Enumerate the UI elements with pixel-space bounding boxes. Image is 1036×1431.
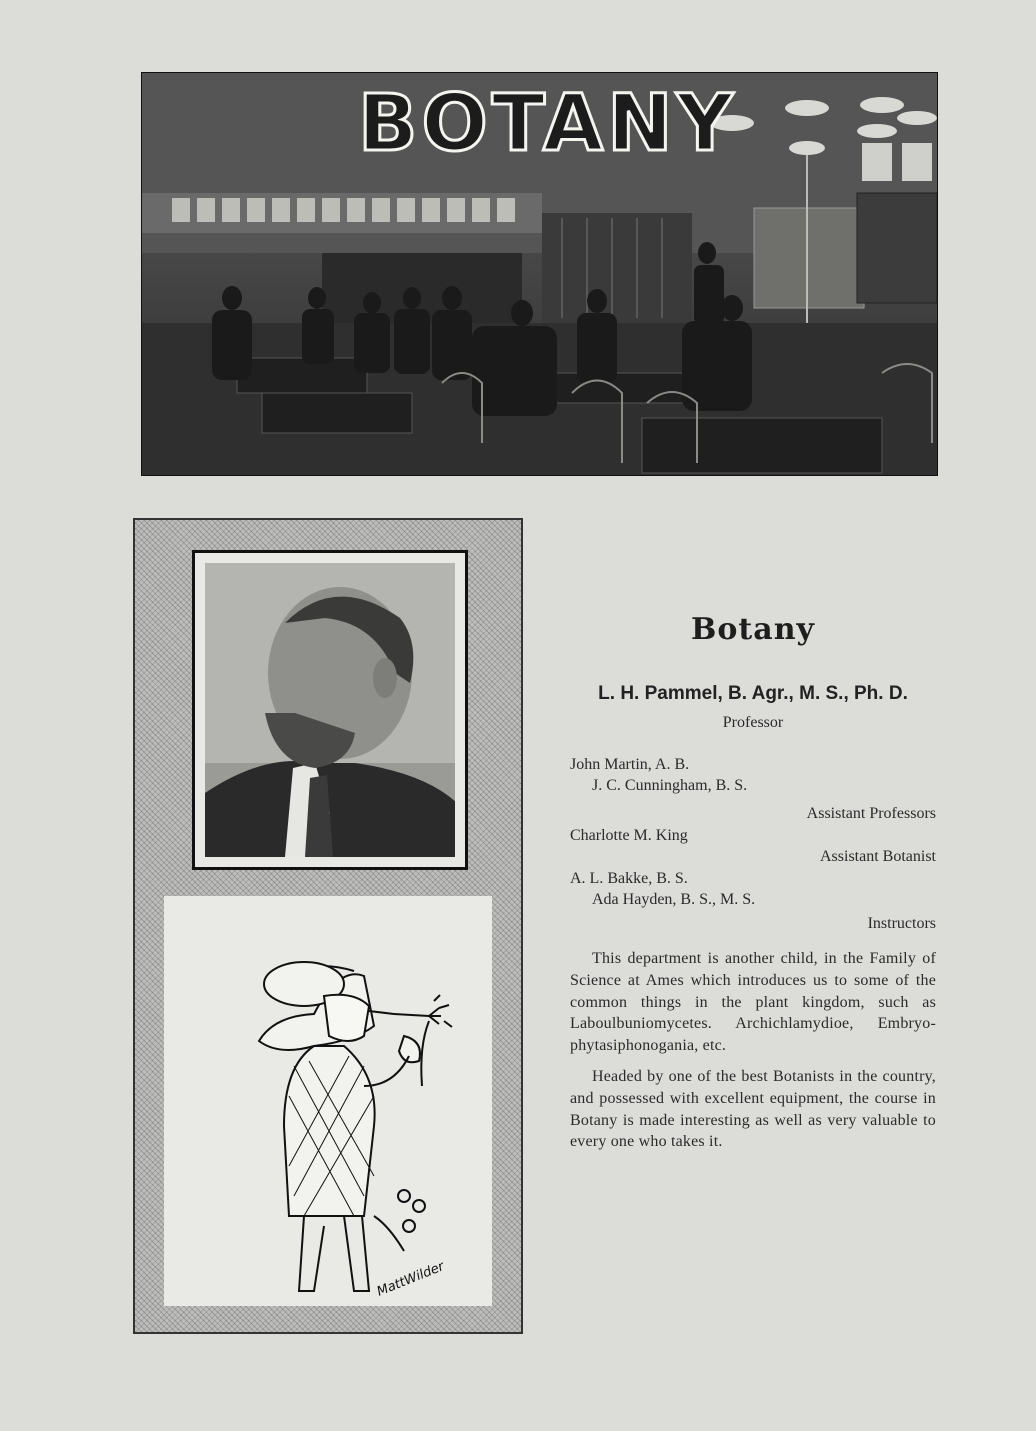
- staff-title: Assistant Professors: [806, 804, 936, 822]
- section-heading: Botany: [691, 612, 815, 647]
- staff-name: J. C. Cunningham, B. S.: [592, 777, 748, 795]
- portrait-illustration: [205, 563, 455, 857]
- classroom-photo: [141, 72, 938, 476]
- staff-name: Charlotte M. King: [570, 826, 688, 844]
- staff-title: Assistant Botanist: [819, 848, 936, 866]
- staff-name: Ada Hayden, B. S., M. S.: [592, 891, 756, 909]
- caricature-drawing: [164, 896, 492, 1306]
- cartoon-signature: MattWilder: [374, 1259, 447, 1300]
- professor-portrait: [192, 550, 468, 870]
- text-column: [570, 600, 936, 1153]
- staff-title: Instructors: [867, 914, 936, 932]
- banner-title: BOTANY: [358, 79, 738, 169]
- professor-title: Professor: [722, 714, 784, 732]
- staff-name: A. L. Bakke, B. S.: [570, 869, 688, 887]
- paragraph: This department is another child, in the Family of Science at Ames which introduces us to some of the common things in the plant kingdom, such as Laboulbuniomycetes. Archichlamydioe, Embryo-phytasiphonogania, etc.: [570, 950, 936, 1054]
- portrait-frame: [133, 518, 523, 1334]
- staff-name: John Martin, A. B.: [570, 755, 690, 773]
- portrait-photo: [205, 563, 455, 857]
- description: [570, 948, 936, 1152]
- caricature-illustration: [164, 896, 492, 1306]
- paragraph: Headed by one of the best Botanists in the country, and possessed with excellent equipment, the course in Botany is made interesting as well as very valuable to every one who takes it.: [570, 1068, 936, 1151]
- professor-name: L. H. Pammel, B. Agr., M. S., Ph. D.: [598, 682, 908, 704]
